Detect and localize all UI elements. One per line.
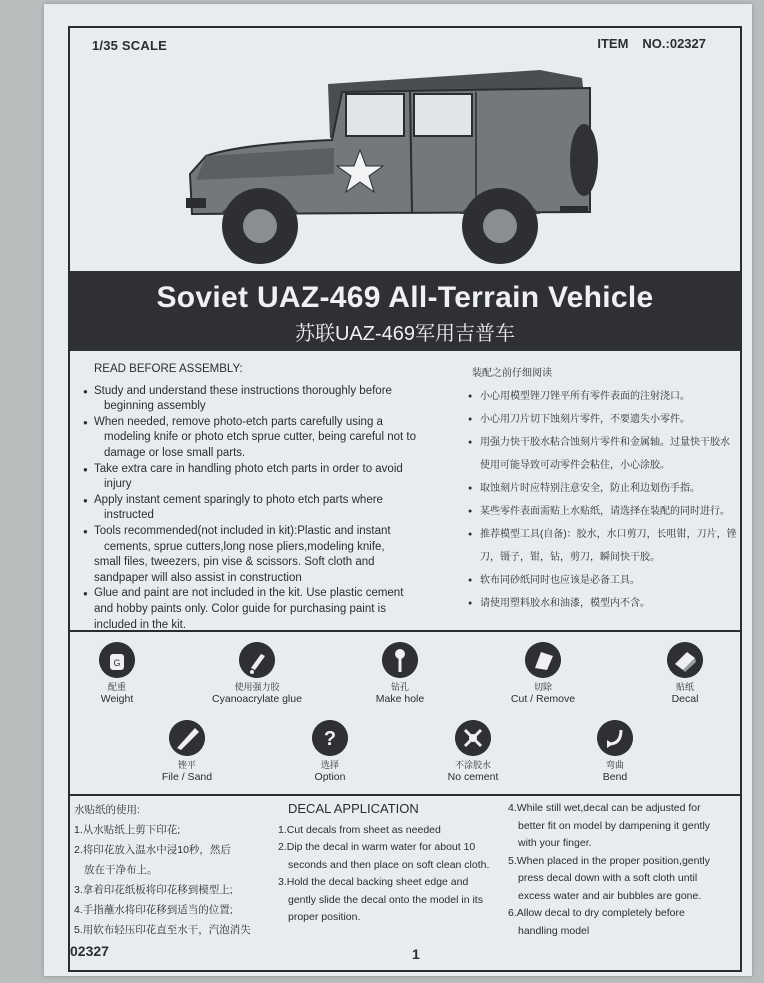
svg-text:?: ? <box>323 728 337 750</box>
symbol-decal: 贴纸 Decal <box>630 642 740 705</box>
read-before-section <box>70 356 740 631</box>
read-cn-item: ● 小心用模型锉刀锉平所有零件表面的注射浇口。 <box>468 385 738 408</box>
decal-cn-column: 水贴纸的使用: 1.从水贴纸上剪下印花; 2.将印花放入温水中浸10秒，然后 放在干净布上。 3.拿着印花纸板将印花移到模型上; 4.手指蘸水将印花移到适当的位置; 5.用软布轻压印花直至水干，汽泡消失 <box>74 800 274 940</box>
read-cn-item: ● 请使用塑料胶水和油漆，模型内不含。 <box>468 592 738 615</box>
title-cn: 苏联UAZ-469军用吉普车 <box>294 323 516 345</box>
read-item: ● Apply instant cement sparingly to photo etch parts where instructed <box>84 493 429 524</box>
symbol-drill: 钻孔 Make hole <box>345 642 455 705</box>
read-before-heading: READ BEFORE ASSEMBLY: <box>94 363 243 375</box>
weight-icon <box>99 642 135 678</box>
read-cn-item: ● 某些零件表面需贴上水贴纸，请选择在装配的同时进行。 <box>468 500 738 523</box>
item-label: ITEM <box>597 36 629 51</box>
uaz-469-illustration <box>120 64 600 264</box>
decal-icon <box>667 642 703 678</box>
symbol-weight: G 配重 Weight <box>62 642 172 705</box>
scale-label: 1/35 SCALE <box>92 38 167 53</box>
decal-en-column: DECAL APPLICATION 1.Cut decals from sheet as needed 2.Dip the decal in warm water for about 10 seconds and then place on soft clean cloth. 3.Hold the decal backing sheet edge and gently slide the decal onto the model in its proper position. <box>278 800 506 927</box>
read-cn-item: ● 取蚀刻片时应特别注意安全，防止利边划伤手指。 <box>468 477 738 500</box>
symbol-cut: 切除 Cut / Remove <box>488 642 598 705</box>
glue-icon <box>239 642 275 678</box>
decal-cn-heading: 水贴纸的使用: <box>74 804 140 816</box>
read-item: ● Tools recommended(not included in kit):Plastic and instant cements, sprue cutters,long nose pliers,modeling knife, small files, tweezers, pin vise & scissors. Soft cloth and sandpaper will also assist in construction <box>84 524 429 586</box>
read-before-cn-heading: 装配之前仔细阅读 <box>472 368 552 379</box>
symbol-glue: 使用强力胶 Cyanoacrylate glue <box>202 642 312 705</box>
file-icon <box>169 720 205 756</box>
read-item: ● Glue and paint are not included in the kit. Use plastic cement and hobby paints only. Color guide for purchasing paint is included in the kit. <box>84 586 429 633</box>
decal-en-column-2: 4.While still wet,decal can be adjusted for better fit on model by dampening it gently with your finger. 5.When placed in the proper position,gently press decal down with a soft cloth until excess water and air bubbles are gone. 6.Allow decal to dry completely before handling model <box>508 802 711 937</box>
symbol-file: 锉平 File / Sand <box>132 720 242 783</box>
decal-section <box>70 798 740 938</box>
no-cement-icon <box>455 720 491 756</box>
item-no-value: NO.:02327 <box>642 36 706 51</box>
read-cn-item: ● 用强力快干胶水粘合蚀刻片零件和金属轴。过量快干胶水使用可能导致可动零件会粘住，小心涂胶。 <box>468 431 738 477</box>
symbol-no-cement: 不涂胶水 No cement <box>418 720 528 783</box>
read-cn-item: ● 小心用刀片切下蚀刻片零件，不要遗失小零件。 <box>468 408 738 431</box>
symbols-section <box>70 634 740 794</box>
option-icon <box>312 720 348 756</box>
item-number <box>583 36 706 51</box>
symbol-bend: 弯曲 Bend <box>560 720 670 783</box>
read-cn-item: ● 推荐模型工具(自备)：胶水，水口剪刀，长咀钳，刀片，锉刀，镊子，钳，钻，剪刀，瞬间快干胶。 <box>468 523 738 569</box>
drill-icon <box>382 642 418 678</box>
title-en: Soviet UAZ-469 All-Terrain Vehicle <box>156 281 654 314</box>
read-before-en <box>84 362 429 633</box>
cut-icon <box>525 642 561 678</box>
read-cn-item: ● 软布同砂纸同时也应该是必备工具。 <box>468 569 738 592</box>
page-number: 1 <box>412 946 420 962</box>
read-item: ● Study and understand these instructions thoroughly before beginning assembly <box>84 384 429 415</box>
read-item: ● Take extra care in handling photo etch parts in order to avoid injury <box>84 462 429 493</box>
divider <box>70 794 740 796</box>
decal-heading: DECAL APPLICATION <box>288 801 419 816</box>
read-before-cn <box>468 362 738 615</box>
svg-text:G: G <box>113 658 121 668</box>
symbol-option: ? 选择 Option <box>275 720 385 783</box>
title-banner <box>70 271 740 351</box>
read-item: ● When needed, remove photo-etch parts carefully using a modeling knife or photo etch sprue cutter, being careful not to damage or lose small parts. <box>84 415 429 462</box>
divider <box>70 630 740 632</box>
footer-code: 02327 <box>70 943 109 959</box>
bend-icon <box>597 720 633 756</box>
